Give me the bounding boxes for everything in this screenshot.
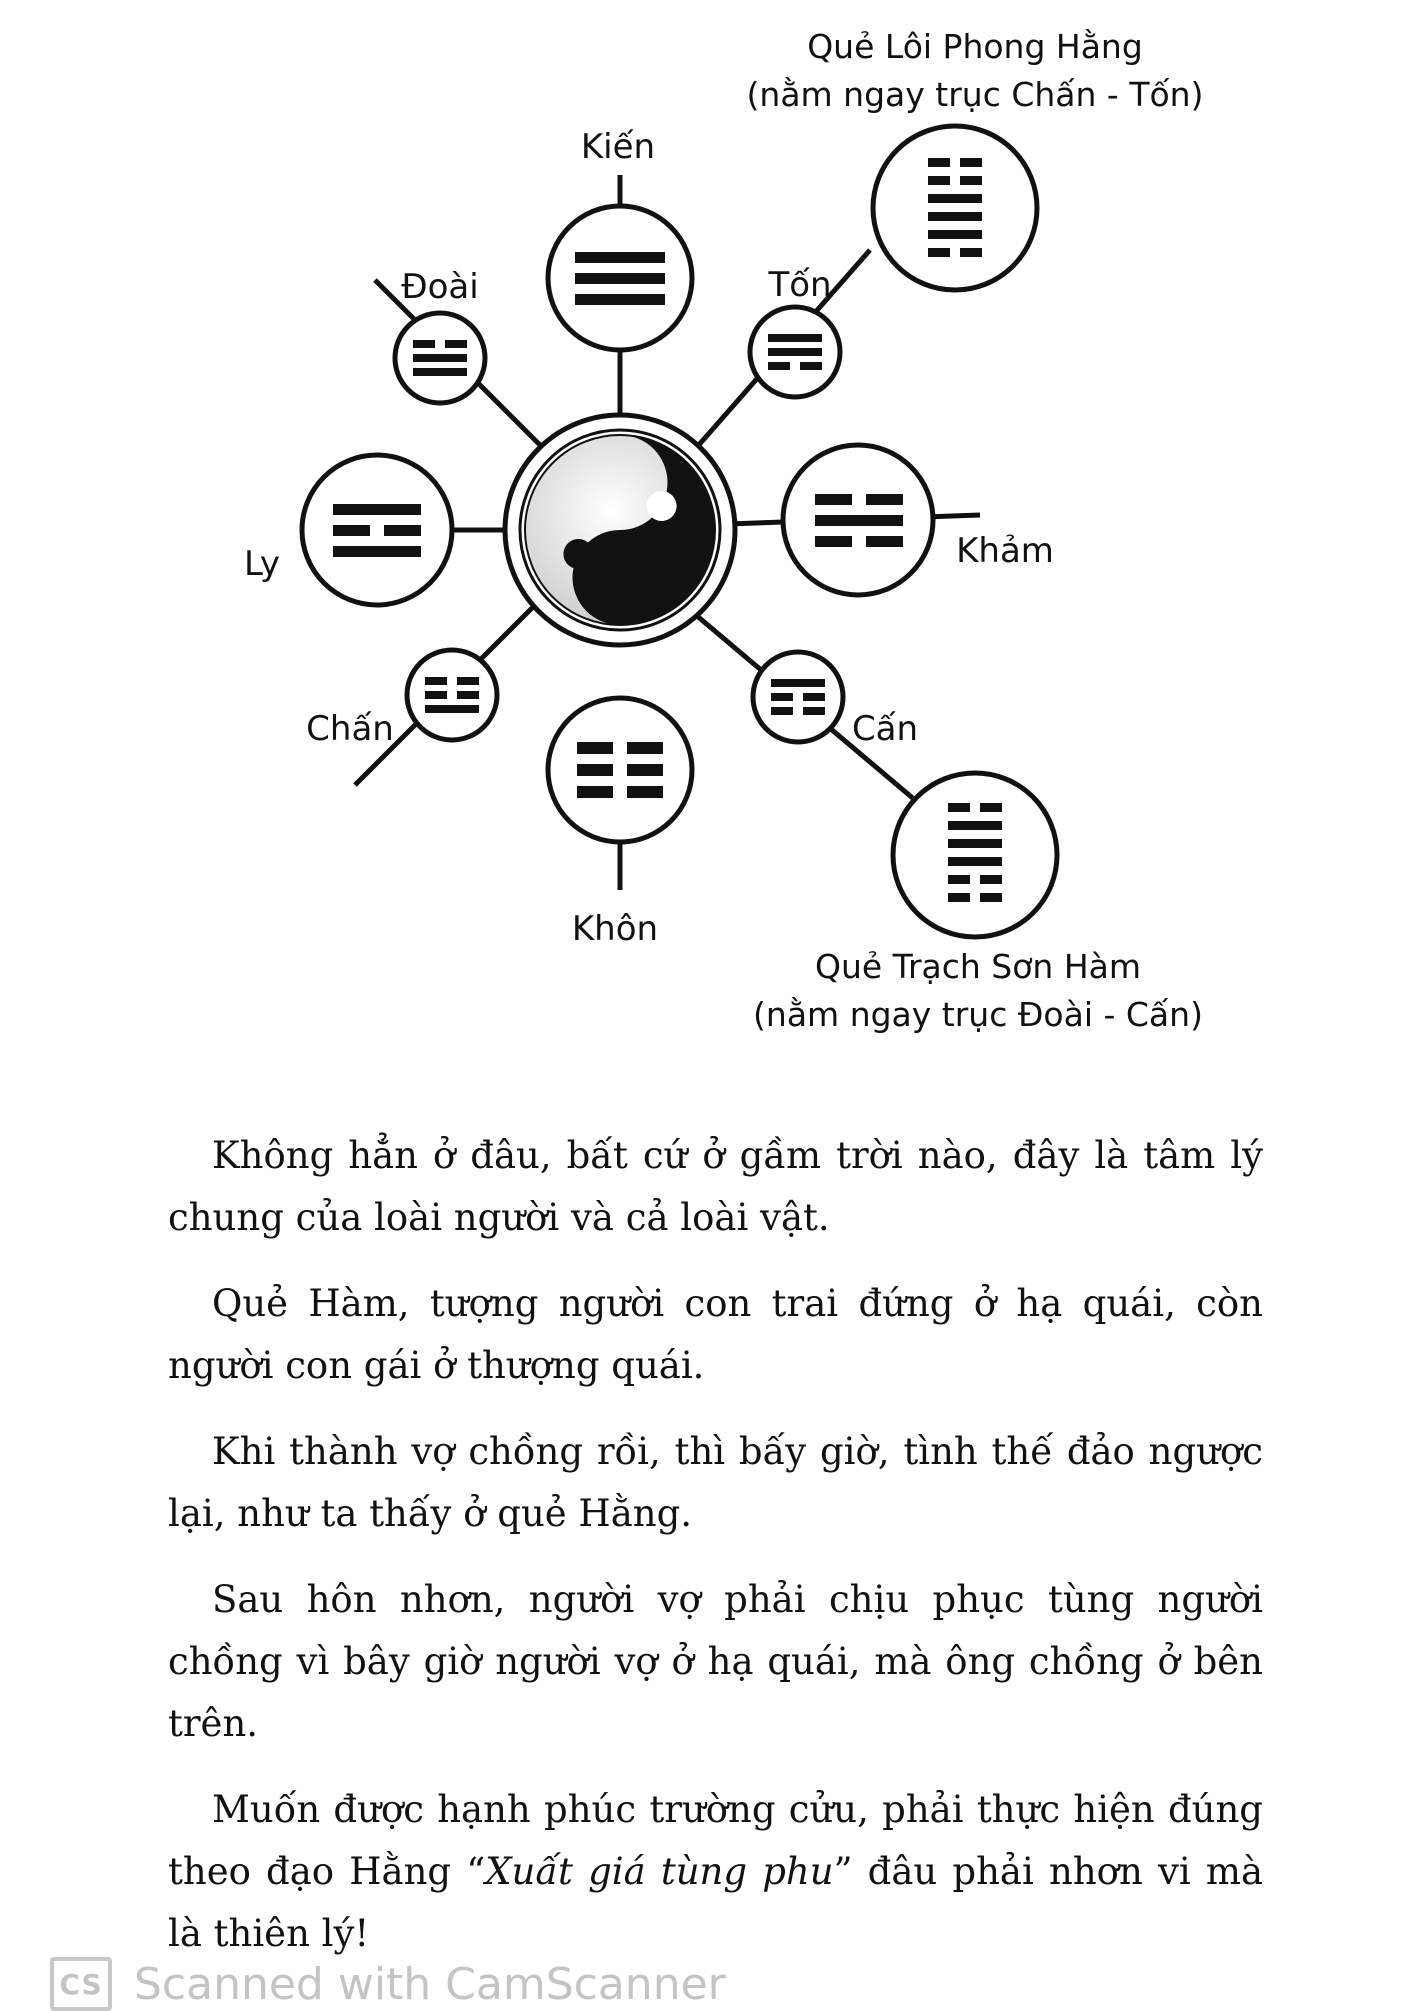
label-khon: Khôn	[571, 909, 659, 949]
paragraph: Quẻ Hàm, tượng người con trai đứng ở hạ quái, còn người con gái ở thượng quái.	[168, 1282, 1263, 1387]
italic-quote: Xuất giá tùng phu	[485, 1850, 834, 1893]
hexagram-bottom-subtitle: (nằm ngay trục Đoài - Cấn)	[753, 995, 1203, 1034]
trigram-ton	[750, 307, 840, 397]
camscanner-watermark	[50, 1958, 726, 2010]
watermark-text: Scanned with CamScanner	[134, 1958, 726, 2010]
trigram-chan	[407, 650, 497, 740]
yin-yang-center	[505, 415, 735, 645]
trigram-kien	[548, 206, 692, 350]
label-ton: Tốn	[768, 265, 832, 305]
label-doai: Đoài	[401, 267, 479, 307]
label-kham: Khảm	[956, 531, 1054, 571]
paragraph: Khi thành vợ chồng rồi, thì bấy giờ, tình thế đảo ngược lại, như ta thấy ở quẻ Hằng.	[168, 1430, 1263, 1535]
body-text	[168, 1125, 1263, 1989]
hexagram-top-subtitle: (nằm ngay trục Chấn - Tốn)	[746, 75, 1204, 114]
label-can: Cấn	[851, 709, 919, 749]
paragraph: Sau hôn nhơn, người vợ phải chịu phục tùng người chồng vì bây giờ người vợ ở hạ quái, mà ông chồng ở bên trên.	[168, 1578, 1263, 1745]
paragraph: Không hẳn ở đâu, bất cứ ở gầm trời nào, đây là tâm lý chung của loài người và cả loài vật.	[168, 1134, 1263, 1239]
label-kien: Kiến	[580, 127, 656, 167]
camscanner-logo-icon: CS	[50, 1957, 112, 2011]
trigram-ly	[302, 455, 452, 605]
trigram-kham	[783, 445, 933, 595]
hexagram-loi-phong-hang	[873, 126, 1037, 290]
hexagram-bottom-title: Quẻ Trạch Sơn Hàm	[814, 947, 1142, 986]
trigram-khon	[548, 698, 692, 842]
hexagram-top-title: Quẻ Lôi Phong Hằng	[807, 27, 1143, 66]
trigram-can	[753, 652, 843, 742]
trigram-doai	[395, 313, 485, 403]
label-ly: Ly	[244, 544, 280, 584]
paragraph	[168, 1779, 1263, 1965]
yin-yang-icon	[525, 435, 715, 625]
label-chan: Chấn	[306, 709, 394, 749]
hexagram-trach-son-ham	[893, 773, 1057, 937]
paragraph-text: ” đâu phải nhơn vi mà là thiên lý!	[168, 1850, 1263, 1955]
paragraph-text: Muốn được hạnh phúc trường cửu, phải thực hiện đúng theo đạo Hằng “	[168, 1788, 1263, 1893]
